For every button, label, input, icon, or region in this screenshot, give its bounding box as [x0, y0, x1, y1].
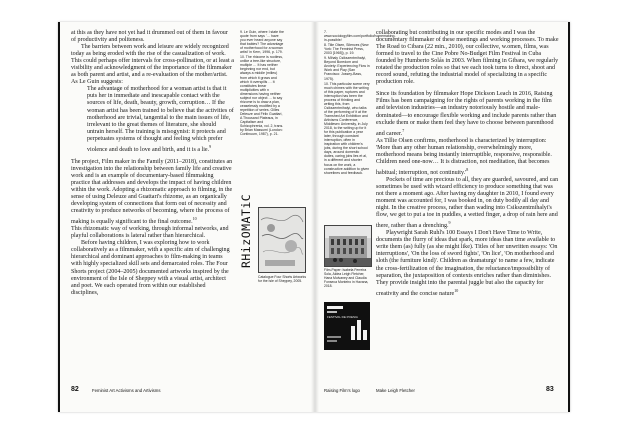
paragraph-text: Pockets of time are precious to all, they are guarded, savoured, and can sometimes be used with wizard efficiency to produce something that was not there a moment ago. After having my daughter in 2010, I found every moment was accounted for, I was booked in, on duty bodily all day and night. In the creative process, rather than wading into Csikszentmihalyi's flow, we get to put a toe in puddles, a wetted finger, a drop of rain here and there, rather than a drenching. [376, 176, 559, 230]
right-left-folio: Raising Film's logo [324, 388, 360, 393]
paragraph-text: The barriers between work and leisure are widely recognized today as being eroded with the rise of the casualization of work. This could perhaps offer intervals for cross-pollination, or at least a visibility and acknowledgment of the importance of the filmmaker as both parent and artist, and a re-evaluation of the mother/artist. As Le Guin suggests: [71, 44, 234, 86]
right-main-text [376, 30, 559, 382]
body-paragraph [71, 159, 234, 226]
body-paragraph [376, 91, 559, 137]
body-paragraph [376, 230, 559, 297]
catalogue-image [258, 207, 306, 273]
paragraph-text: at this as they have not yet had it drummed out of them in favour of productivity and politeness. [71, 30, 228, 44]
left-figure-caption: Catalogue Four Shorts Artworks for the Isle of Sheppey, 2005. [258, 275, 307, 283]
left-page-number: 82 [71, 386, 79, 393]
paragraph-text: Since its foundation by filmmaker Hope Dickson Leach in 2016, Raising Films has been campaigning for the rights of parents working in the film and television industries—an industry notoriously hostile and male-dominated—to encourage flexible working and include parents rather than exclude them or make them feel they have to choose between parenthood and career. [376, 91, 557, 137]
footnote-ref: 9 [209, 143, 212, 149]
footnote: 7. www.sociologyfilm.com/portfolio/homemaking-in-possible/ [324, 30, 396, 43]
footnote: 8. Tilie Olsen, Silences (New York: The Feminist Press, 2003 [1965]), p. 19. [324, 43, 369, 56]
paragraph-text: This rhizomatic way of working, through informal networks, and playful collaborations is lateral rather than hierarchical. [71, 226, 229, 240]
havana-building-image [325, 226, 371, 266]
footnote-ref: 10 [192, 216, 197, 222]
body-paragraph [71, 226, 234, 240]
paragraph-text: collaborating but contributing in our specific modes and I was the documentary filmmaker of these meetings and working processes. To make The Road to Cibara (22 min., 2010), our collective, w.omen, films, was formed to travel to the Cine Pobre No-Budget Film Festival in Cuba founded by Humberto Solás in 2003. When filming in Gibara, we regularly rotated the production roles so that we each took turns to direct, shoot and record sound, refuting the industrial model of specializing in a specific production role. [376, 30, 559, 86]
book-spread [58, 22, 570, 412]
body-paragraph [71, 44, 234, 86]
body-paragraph [71, 30, 234, 44]
left-running-title: Feminist Art Activisms and Artivisms [92, 388, 161, 393]
left-main-text [71, 30, 234, 382]
right-running-title: Make Leigh Fletcher [376, 388, 415, 393]
paragraph-text: The advantage of motherhood for a woman artist is that it puts her in immediate and inescapable contact with the sources of life, death, beauty, growth, corruption… If the woman artist has been trained to believe that the activities of motherhood are trivial, tangential to the main issues of life, irrelevant to the great themes of literature, she should untrain herself. The training is misogynist: it protects and perpetuates systems of thought and feeling which prefer violence and death to love and birth, and it is a lie. [87, 86, 234, 153]
footnote: 9. Le Guin, where I state the quote from says '… have you ever heard anyone say that babies? The advantage of motherhood for a woman artist' in Kern, 1996, p. 179. [240, 30, 284, 55]
havana-photo [324, 225, 372, 267]
body-paragraph [376, 30, 559, 86]
body-paragraph [71, 240, 234, 296]
footnote-ref: 7 [402, 127, 405, 133]
footnote-ref: 10 [454, 287, 459, 293]
footnote: 10. The rhizome is rootless, unlike a tree-like structure, multiple … It has neither beginning nor end, but always a middle (milieu) from which it grows and which it overspills … It constitutes linear multiplicities with n dimensions having neither subject nor object … to say rhizome is to draw a plan, ceaselessly modified by a repetition of series. Gilles Deleuze and Félix Guattari, A Thousand Plateaus, in Capitalism and Schizophrenia, vol. 2, trans. by Brian Massumi (London: Continuum, 1987), p. 21. [240, 55, 284, 137]
body-paragraph [87, 86, 234, 153]
festival-poster [324, 302, 370, 350]
footnote: 9. Mihaly Csikszentmihalyi, Beyond Boredom and Anxiety: Experiencing Flow in Work and Play (San Francisco: Jossey-Bass, 1975). [324, 56, 370, 81]
paragraph-text: The project, Film maker in the Family (2011–2018), constitutes an investigation into the relationship between family life and creative work and is an example of documentary-based filmmaking practice that addresses and develops the impact of having children within the work. Adopting a rhizomatic approach to filming, in the sense of using Deleuze and Guattari's rhizome, as an organically developing system of connections that form out of necessity and creativity to produce networks of becoming, where the process of making is equally significant to the final outcome. [71, 158, 233, 226]
poster-brand-text: FESTIVAL DE POESIA [327, 315, 358, 319]
footnote-ref: 8 [466, 166, 469, 172]
paragraph-text: As Tillie Olsen confirms, motherhood is characterized by interruption: 'More than any other human relationship, overwhelmingly more, motherhood means being instantly interruptible, responsive, responsible. Children need one-now… It is distraction, not meditation, that becomes habitual; interruption, not continuity.' [376, 137, 552, 176]
body-paragraph [376, 177, 559, 230]
footnote-ref: 9 [448, 220, 451, 226]
right-notes [324, 30, 396, 220]
right-figure-caption: Film-Paper: Isabela Ferreira Sola, Aldea Leigh Fletcher, Hana Mulvaney and Claudia Fonseca Monteiro in Havana, 2018. [324, 268, 369, 288]
right-page-number: 83 [546, 386, 554, 393]
left-notes [240, 30, 284, 200]
rhizomatic-logo: RHizOMATiC [239, 193, 253, 268]
book-gutter [311, 22, 319, 412]
footnote: 10. This particular scene very much chimes with the writing of this paper, ruptures and interruption has been the process of thinking and writing this, from Csikszentmihalyi, who talks of the performing of it at the Tramshed Art Exhibition and Artivisms Conference, Middlesex University, in July 2018, to the writing up for it for this publication a year later, through constant interruption, often in inspiration with children's jobs, during the short school days, around domestic duties, caring jobs lies et al, in a different and shorter focus on the work, a constructive addition to given shorelines and feedback. [324, 81, 370, 175]
body-paragraph [376, 138, 559, 177]
paragraph-text: Playwright Sarah Ruhl's 100 Essays I Don't Have Time to Write, documents the flurry of ideas that spark, more ideas than time available to write them (as) fully (as she might like). Titles of her unwritten essays: 'On interruptions', 'On the loss of sword fights', 'On lice', 'On motherhood and sloth (the furniture kind)'. Children as dramaturgs' to name a few, indicate the cross-fertilization of the imagination, the reluctance/impossibility of separation, the juxtaposition of contexts enriches rather than diminishes. They provide insight into the parental juggle but also the capacity for creativity and the concise nature [376, 230, 558, 297]
catalogue-illustration [259, 208, 305, 272]
festival-poster-graphic [324, 302, 370, 350]
paragraph-text: Before having children, I was exploring how to work collaboratively as a filmmaker, with a specific aim of challenging hierarchical and dominant approaches to film-making in teams with highly specialized skill sets and demarcated roles. The Four Shorts project (2004–2005) documented artworks inspired by the environment of the Isle of Sheppey with a visual artist, architect and poet. We each operated from within our established disciplines, [71, 240, 230, 296]
